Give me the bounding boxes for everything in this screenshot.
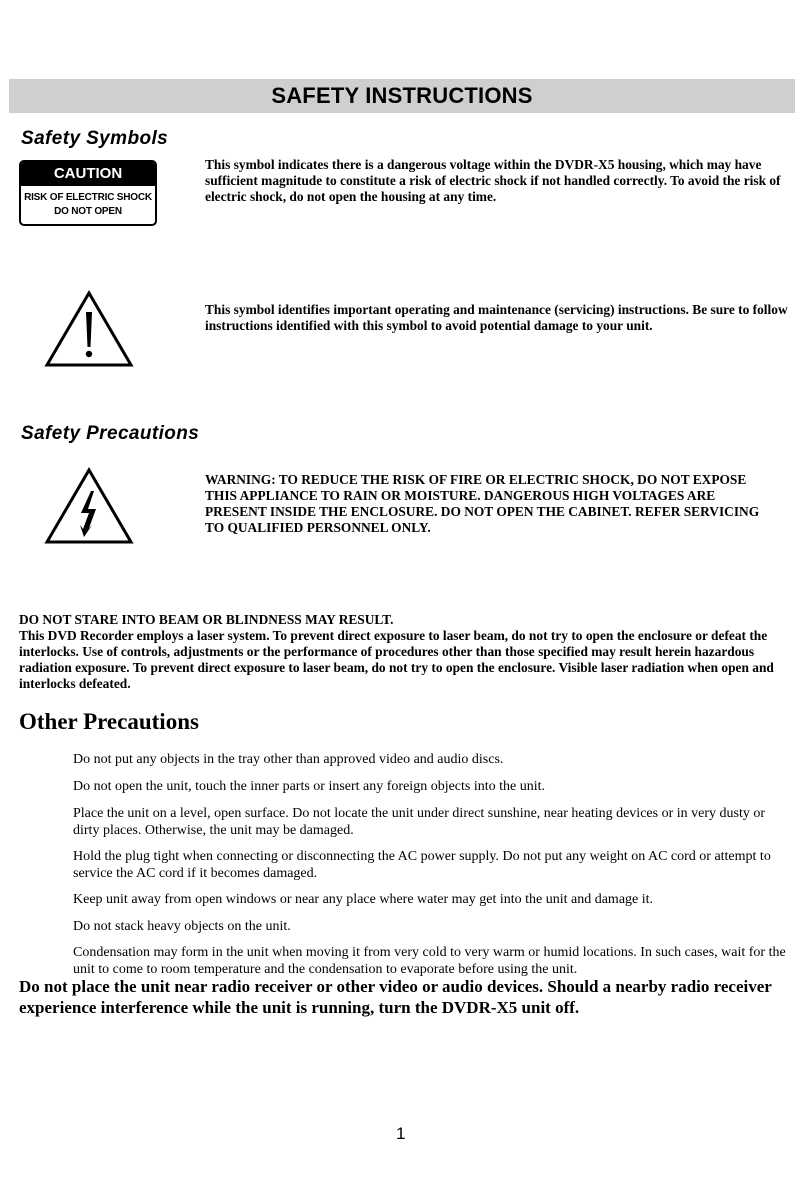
safety-precautions-heading: Safety Precautions	[21, 423, 200, 444]
precaution-item: Hold the plug tight when connecting or disconnecting the AC power supply. Do not put any weight on AC cord or attempt to service the AC cord if it becomes damaged.	[73, 849, 771, 881]
caution-label-line1: RISK OF ELECTRIC SHOCK	[24, 192, 152, 203]
interference-note: Do not place the unit near radio receiver or other video or audio devices. Should a nearby radio receiver experience interference while the unit is running, turn the DVDR-X5 unit off.	[19, 977, 772, 1017]
other-precautions-heading: Other Precautions	[19, 709, 199, 734]
exclamation-description: This symbol identifies important operating and maintenance (servicing) instructions. Be sure to follow instructions identified with this symbol to avoid potential damage to your unit.	[205, 302, 788, 333]
caution-label-line2: DO NOT OPEN	[54, 206, 122, 217]
caution-label-title: CAUTION	[21, 162, 155, 186]
precaution-item: Do not stack heavy objects on the unit.	[73, 919, 291, 934]
precaution-item: Place the unit on a level, open surface. Do not locate the unit under direct sunshine, near heating devices or in very dusty or dirty places. Otherwise, the unit may be damaged.	[73, 806, 766, 838]
precaution-item: Do not put any objects in the tray other than approved video and audio discs.	[73, 752, 504, 767]
precaution-item: Keep unit away from open windows or near any place where water may get into the unit and damage it.	[73, 892, 654, 907]
precaution-item: Condensation may form in the unit when moving it from very cold to very warm or humid locations. In such cases, wait for the unit to come to room temperature and the condensation to evaporate before using the unit.	[73, 945, 786, 977]
safety-symbols-heading: Safety Symbols	[21, 128, 169, 149]
precaution-item: Do not open the unit, touch the inner parts or insert any foreign objects into the unit.	[73, 779, 546, 794]
caution-label	[19, 160, 157, 226]
exclamation-warning-icon	[44, 290, 134, 368]
laser-text: This DVD Recorder employs a laser system. To prevent direct exposure to laser beam, do not try to open the enclosure or defeat the interlocks. Use of controls, adjustments or the performance of procedures other than those specified may result herein hazardous radiation exposure. To prevent direct exposure to laser beam, do not try to open the enclosure. Visible laser radiation when open and interlocks defeated.	[19, 628, 774, 691]
page-number: 1	[396, 1124, 406, 1143]
laser-heading: DO NOT STARE INTO BEAM OR BLINDNESS MAY RESULT.	[19, 612, 394, 627]
lightning-warning-icon	[44, 467, 134, 545]
page-title: SAFETY INSTRUCTIONS	[9, 79, 795, 113]
caution-description: This symbol indicates there is a dangerous voltage within the DVDR-X5 housing, which may have sufficient magnitude to constitute a risk of electric shock if not handled correctly. To avoid the risk of electric shock, do not open the housing at any time.	[205, 157, 781, 204]
warning-text: WARNING: TO REDUCE THE RISK OF FIRE OR ELECTRIC SHOCK, DO NOT EXPOSE THIS APPLIANCE TO RAIN OR MOISTURE. DANGEROUS HIGH VOLTAGES ARE PRESENT INSIDE THE ENCLOSURE. DO NOT OPEN THE CABINET. REFER SERVICING TO QUALIFIED PERSONNEL ONLY.	[205, 472, 760, 535]
